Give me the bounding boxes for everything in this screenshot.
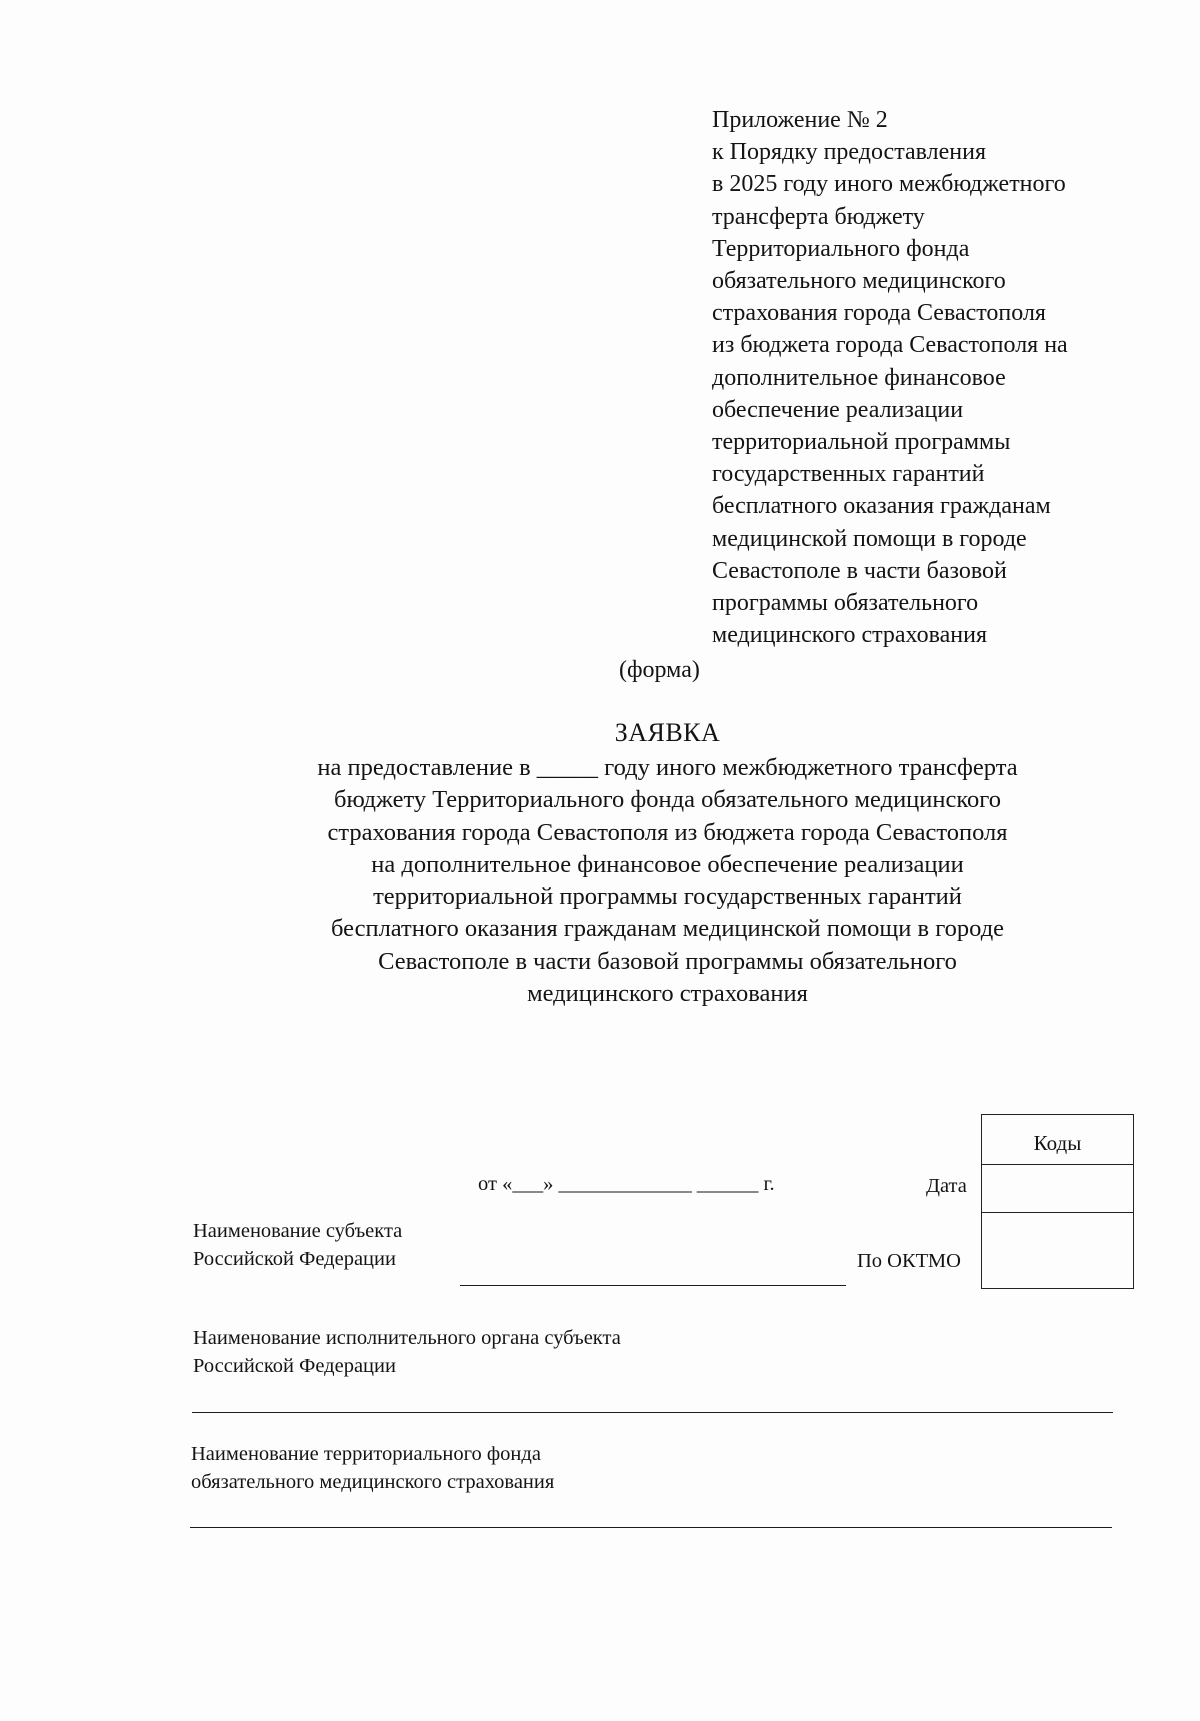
codes-header: Коды — [982, 1115, 1133, 1165]
appendix-line: Территориального фонда — [712, 235, 970, 262]
subtitle-line: страхования города Севастополя из бюджета города Севастополя — [327, 818, 1008, 846]
appendix-line: территориальной программы — [712, 429, 1011, 456]
subject-field[interactable] — [460, 1285, 846, 1286]
appendix-line: к Порядку предоставления — [712, 139, 987, 166]
appendix-line: бесплатного оказания гражданам — [712, 493, 1051, 520]
subtitle-line: на предоставление в _____ году иного межбюджетного трансферта — [317, 754, 1018, 781]
executive-label-line: Российской Федерации — [193, 1355, 396, 1377]
subtitle-line: на дополнительное финансовое обеспечение реализации — [371, 850, 964, 878]
appendix-line: Приложение № 2 — [712, 107, 888, 133]
subtitle-line: бюджету Территориального фонда обязательного медицинского — [334, 786, 1001, 814]
fund-label — [191, 1440, 554, 1496]
appendix-line: дополнительное финансовое — [712, 364, 1006, 391]
appendix-line: обеспечение реализации — [712, 396, 964, 423]
executive-label-line: Наименование исполнительного органа субъекта — [193, 1327, 621, 1349]
subtitle-line: Севастополе в части базовой программы обязательного — [378, 947, 957, 975]
date-label: Дата — [926, 1175, 967, 1197]
appendix-line: медицинского страхования — [712, 622, 988, 649]
appendix-line: государственных гарантий — [712, 461, 985, 488]
fund-label-line: обязательного медицинского страхования — [191, 1471, 555, 1493]
appendix-line: медицинской помощи в городе — [712, 525, 1027, 552]
document-subtitle — [200, 752, 1135, 1010]
date-line: от «___» _____________ ______ г. — [478, 1173, 775, 1195]
subtitle-line: бесплатного оказания гражданам медицинской помощи в городе — [330, 915, 1005, 943]
fund-label-line: Наименование территориального фонда — [191, 1443, 541, 1465]
subject-label-line: Российской Федерации — [193, 1248, 396, 1270]
appendix-line: в 2025 году иного межбюджетного — [712, 171, 1066, 198]
document-title: ЗАЯВКА — [614, 718, 721, 747]
appendix-line: страхования города Севастополя — [712, 300, 1046, 327]
appendix-line: программы обязательного — [712, 590, 979, 617]
codes-oktmo-cell[interactable] — [982, 1213, 1133, 1288]
subtitle-line: территориальной программы государственных гарантий — [373, 883, 962, 911]
codes-table — [981, 1114, 1134, 1289]
subject-label-line: Наименование субъекта — [193, 1220, 403, 1242]
form-label: (форма) — [619, 657, 700, 683]
appendix-header — [712, 104, 1152, 651]
executive-field[interactable] — [192, 1412, 1113, 1413]
appendix-line: Севастополе в части базовой — [712, 557, 1007, 584]
codes-date-cell[interactable] — [982, 1165, 1133, 1213]
appendix-line: трансферта бюджету — [712, 203, 925, 230]
subtitle-line: медицинского страхования — [527, 980, 808, 1008]
subject-label — [193, 1217, 402, 1273]
fund-field[interactable] — [190, 1527, 1112, 1528]
appendix-line: обязательного медицинского — [712, 268, 1006, 295]
oktmo-label: По ОКТМО — [857, 1250, 961, 1272]
executive-label — [193, 1324, 621, 1380]
appendix-line: из бюджета города Севастополя на — [712, 332, 1068, 359]
